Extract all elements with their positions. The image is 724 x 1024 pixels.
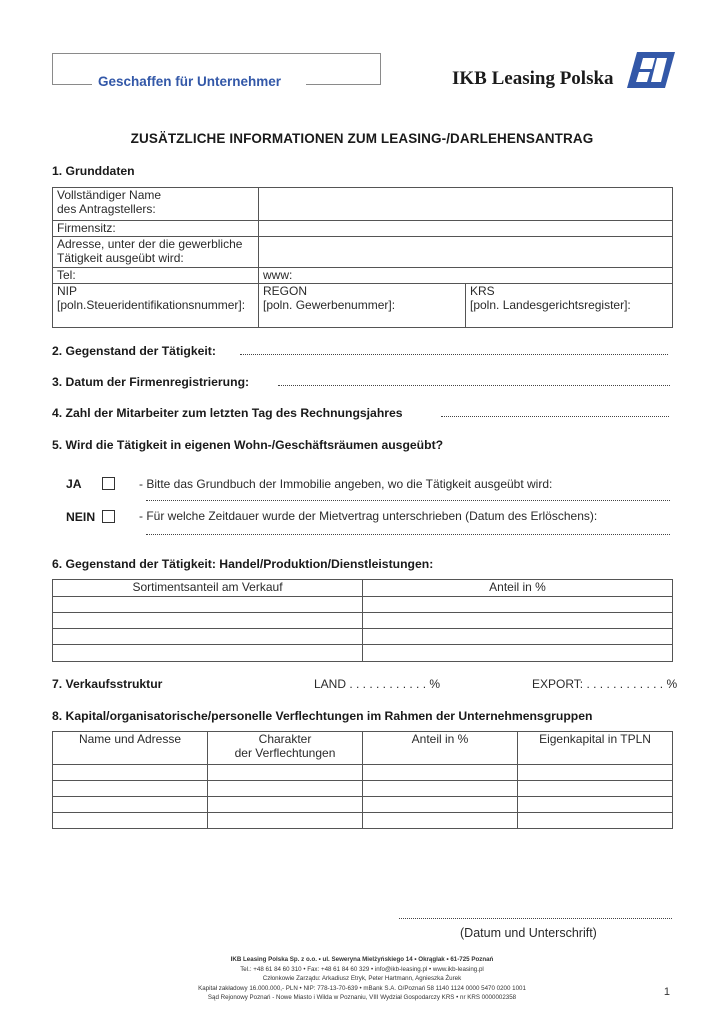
basic-data-table [52, 187, 673, 328]
regon-field[interactable]: REGON [poln. Gewerbenummer]: [259, 284, 466, 328]
table-cell[interactable] [53, 765, 208, 781]
table-cell[interactable] [208, 765, 363, 781]
table-cell[interactable] [363, 797, 518, 813]
domestic-share-field[interactable]: LAND . . . . . . . . . . . . % [314, 677, 441, 691]
table-cell[interactable] [208, 813, 363, 829]
table-cell[interactable] [363, 813, 518, 829]
table-cell[interactable] [518, 813, 673, 829]
table-cell[interactable] [518, 781, 673, 797]
yes-label: JA [66, 477, 82, 491]
name-address-col-header: Name und Adresse [53, 732, 208, 765]
section-1-heading: 1. Grunddaten [52, 164, 135, 178]
section-7-heading: 7. Verkaufsstruktur [52, 677, 163, 691]
section-6-heading: 6. Gegenstand der Tätigkeit: Handel/Produktion/Dienstleistungen: [52, 557, 434, 571]
slogan-rule-left [52, 84, 92, 85]
table-cell[interactable] [53, 613, 363, 629]
lease-expiry-dotted-field[interactable] [146, 534, 670, 535]
document-title: ZUSÄTZLICHE INFORMATIONEN ZUM LEASING-/DARLEHENSANTRAG [130, 131, 594, 146]
assortment-col-header: Sortimentsanteil am Verkauf [53, 580, 363, 597]
table-cell[interactable] [208, 797, 363, 813]
assortment-table [52, 579, 673, 662]
table-cell[interactable] [518, 765, 673, 781]
yes-checkbox[interactable] [102, 477, 115, 490]
no-checkbox[interactable] [102, 510, 115, 523]
registration-date-dotted-field[interactable] [278, 385, 670, 386]
slogan: Geschaffen für Unternehmer [98, 74, 282, 89]
nip-field[interactable]: NIP [poln.Steueridentifikationsnummer]: [53, 284, 259, 328]
table-cell[interactable] [53, 813, 208, 829]
seat-label: Firmensitz: [53, 221, 259, 237]
section-2-heading: 2. Gegenstand der Tätigkeit: [52, 344, 216, 358]
activity-dotted-field[interactable] [240, 354, 668, 355]
section-4-heading: 4. Zahl der Mitarbeiter zum letzten Tag des Rechnungsjahres [52, 406, 403, 420]
table-cell[interactable] [363, 597, 673, 613]
address-field[interactable] [259, 237, 673, 268]
signature-dotted-field[interactable] [399, 918, 672, 919]
table-cell[interactable] [363, 781, 518, 797]
address-label: Adresse, unter der die gewerbliche Tätigkeit ausgeübt wird: [53, 237, 259, 268]
section-5-heading: 5. Wird die Tätigkeit in eigenen Wohn-/Geschäftsräumen ausgeübt? [52, 438, 444, 452]
table-cell[interactable] [53, 781, 208, 797]
table-cell[interactable] [363, 613, 673, 629]
table-cell[interactable] [53, 629, 363, 645]
www-field[interactable]: www: [259, 268, 673, 284]
land-register-dotted-field[interactable] [146, 500, 670, 501]
brand-name: IKB Leasing Polska [452, 68, 614, 89]
table-cell[interactable] [363, 629, 673, 645]
name-label: Vollständiger Name des Antragstellers: [53, 188, 259, 221]
footer-court: Sąd Rejonowy Poznań - Nowe Miasto i Wilda w Poznaniu, VIII Wydział Gospodarczy KRS • nr KRS 0000002358 [207, 994, 517, 1001]
equity-col-header: Eigenkapital in TPLN [518, 732, 673, 765]
signature-label: (Datum und Unterschrift) [460, 926, 597, 940]
share-col-header: Anteil in % [363, 580, 673, 597]
export-share-field[interactable]: EXPORT: . . . . . . . . . . . . % [532, 677, 678, 691]
footer [0, 955, 724, 1003]
footer-board: Członkowie Zarządu: Arkadiusz Etryk, Peter Hartmann, Agnieszka Żurek [262, 975, 462, 982]
ikb-logo-icon [627, 52, 675, 88]
table-cell[interactable] [363, 645, 673, 662]
no-label: NEIN [66, 510, 96, 524]
table-cell[interactable] [363, 765, 518, 781]
krs-field[interactable]: KRS [poln. Landesgerichtsregister]: [466, 284, 673, 328]
name-field[interactable] [259, 188, 673, 221]
table-cell[interactable] [53, 645, 363, 662]
section-8-heading: 8. Kapital/organisatorische/personelle Verflechtungen im Rahmen der Unternehmensgruppen [52, 709, 593, 723]
no-question: - Für welche Zeitdauer wurde der Mietvertrag unterschrieben (Datum des Erlöschens): [139, 509, 598, 523]
footer-company: IKB Leasing Polska Sp. z o.o. • ul. Seweryna Mielżyńskiego 14 • Okrąglak • 61-725 Poznań [230, 956, 494, 963]
slogan-rule-right [306, 84, 380, 85]
table-cell[interactable] [208, 781, 363, 797]
share-col-header: Anteil in % [363, 732, 518, 765]
tel-field[interactable]: Tel: [53, 268, 259, 284]
group-relations-table [52, 731, 673, 829]
table-cell[interactable] [53, 597, 363, 613]
footer-capital: Kapitał zakładowy 16.000.000,- PLN • NIP: 778-13-70-639 • mBank S.A. O/Poznań 58 1140 1124 0000 5470 0200 1001 [198, 984, 526, 992]
yes-question: - Bitte das Grundbuch der Immobilie angeben, wo die Tätigkeit ausgeübt wird: [139, 477, 553, 491]
section-3-heading: 3. Datum der Firmenregistrierung: [52, 375, 250, 389]
page-number: 1 [663, 986, 670, 998]
employees-dotted-field[interactable] [441, 416, 669, 417]
relation-type-col-header: Charakter der Verflechtungen [208, 732, 363, 765]
table-cell[interactable] [53, 797, 208, 813]
footer-contact: Tel.: +48 61 84 60 310 • Fax: +48 61 84 60 329 • info@ikb-leasing.pl • www.ikb-leasing.pl [240, 965, 484, 973]
seat-field[interactable] [259, 221, 673, 237]
table-cell[interactable] [518, 797, 673, 813]
